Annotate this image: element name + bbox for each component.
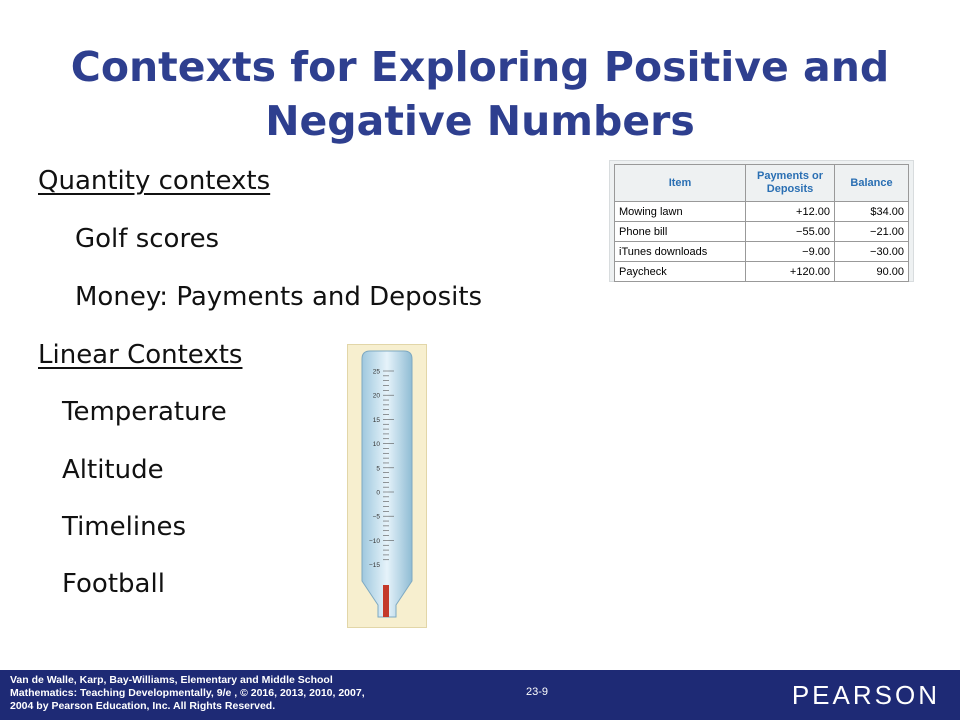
slide-title — [0, 40, 960, 148]
header-balance: Balance — [835, 165, 909, 202]
thermometer-mercury — [383, 585, 389, 617]
scale-label: −5 — [372, 513, 380, 521]
cell-balance: −21.00 — [835, 222, 909, 242]
thermometer-tube — [362, 351, 412, 617]
table-header-row — [615, 165, 909, 202]
title-line-2: Negative Numbers — [265, 97, 695, 145]
cell-item: Phone bill — [615, 222, 746, 242]
table-row — [615, 222, 909, 242]
cell-payment: +12.00 — [746, 202, 835, 222]
quantity-contexts-heading: Quantity contexts — [38, 166, 271, 196]
bullet-timelines: Timelines — [62, 512, 187, 542]
scale-label: 0 — [376, 489, 380, 497]
citation-line-1: Van de Walle, Karp, Bay-Williams, Elementary and Middle School — [10, 674, 333, 686]
bullet-altitude: Altitude — [62, 455, 164, 485]
bullet-football: Football — [62, 569, 165, 599]
scale-label: −15 — [368, 562, 380, 570]
footer-bar — [0, 670, 960, 720]
table-row — [615, 242, 909, 262]
table-row — [615, 202, 909, 222]
page-number: 23-9 — [526, 686, 549, 698]
bullet-temperature: Temperature — [62, 397, 227, 427]
cell-item: iTunes downloads — [615, 242, 746, 262]
payments-table-image — [609, 160, 914, 282]
cell-payment: −9.00 — [746, 242, 835, 262]
scale-label: 15 — [372, 416, 380, 424]
linear-contexts-heading: Linear Contexts — [38, 340, 243, 370]
payments-table — [614, 164, 909, 282]
header-item: Item — [615, 165, 746, 202]
citation-line-3: 2004 by Pearson Education, Inc. All Rights Reserved. — [10, 700, 276, 712]
bullet-money: Money: Payments and Deposits — [75, 282, 483, 312]
header-payments: Payments or Deposits — [746, 165, 835, 202]
scale-label: 5 — [376, 465, 380, 473]
citation-line-2: Mathematics: Teaching Developmentally, 9/e , © 2016, 2013, 2010, 2007, — [10, 687, 365, 699]
scale-label: −10 — [368, 537, 380, 545]
thermometer-image — [347, 344, 427, 628]
thermometer-svg — [348, 345, 426, 627]
bullet-golf-scores: Golf scores — [75, 224, 220, 254]
cell-item: Paycheck — [615, 262, 746, 282]
cell-balance: 90.00 — [835, 262, 909, 282]
cell-payment: −55.00 — [746, 222, 835, 242]
cell-payment: +120.00 — [746, 262, 835, 282]
pearson-logo: PEARSON — [791, 680, 940, 710]
cell-balance: −30.00 — [835, 242, 909, 262]
cell-balance: $34.00 — [835, 202, 909, 222]
scale-label: 20 — [372, 392, 380, 400]
scale-label: 10 — [372, 441, 380, 449]
cell-item: Mowing lawn — [615, 202, 746, 222]
title-line-1: Contexts for Exploring Positive and — [70, 43, 890, 91]
table-row — [615, 262, 909, 282]
footer-citation — [10, 674, 480, 713]
scale-label: 25 — [372, 368, 380, 376]
